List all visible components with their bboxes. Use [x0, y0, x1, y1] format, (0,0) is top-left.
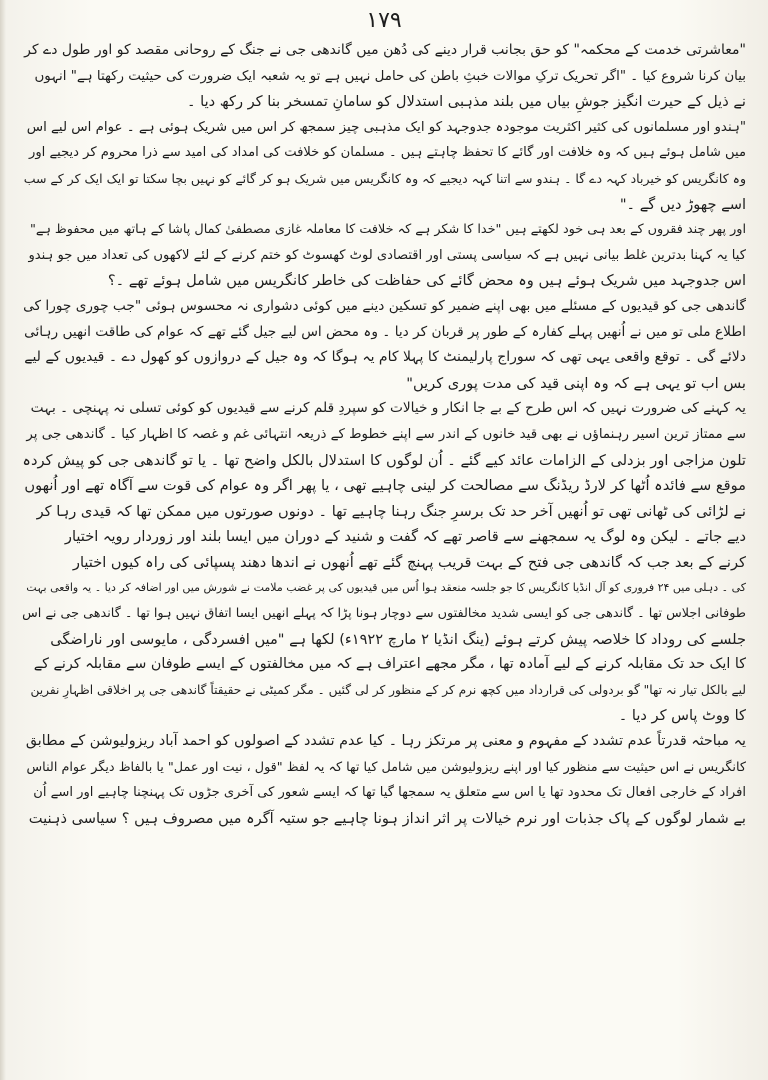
text-line: دیے جاتے ۔ لیکن وہ لوگ یہ سمجھنے سے قاصر تھے کہ گفت و شنید کے دوران میں ایسا بلند اور زوردار رویہ اختیار [64, 528, 746, 546]
text-line: بیان کرنا شروع کیا ۔ "اگر تحریک ترکِ موالات خبثِ باطن کی حامل نہیں ہے تو یہ شعبہ ایک ضرورت کی حیثیت رکھتا ہے" انہوں [34, 68, 746, 84]
paragraph [22, 217, 746, 294]
text-line: کا ووٹ پاس کر دیا ۔ [618, 707, 746, 725]
text-line: لیے بالکل تیار نہ تھا" گو بردولی کی قرارداد میں کچھ نرم کر کے منظور کر لی گئیں ۔ مگر کمیٹی نے حقیقتاً گاندھی جی پر اخلاقی اظہارِ نفرین [30, 682, 746, 697]
text-line: کرنے کے بعد جب کہ گاندھی جی فتح کے بہت قریب پہنچ گئے تھے اُنھوں نے اندھا دھند پسپائی کی راہ کیوں اختیار [72, 553, 746, 571]
text-line: "معاشرتی خدمت کے محکمہ" کو حق بجانب قرار دینے کی دُھن میں گاندھی جی نے جنگ کے روحانی مقصد کو اور طول دے کر [24, 42, 746, 58]
paragraph [22, 38, 746, 115]
text-line: نے لڑائی کی ٹھانی تھی تو اُنھیں آخر حد تک برسرِ جنگ رہنا چاہیے تھا ۔ دونوں صورتوں میں ممکن تھا کہ قیدی رہا کر [36, 502, 746, 520]
paragraph [22, 115, 746, 217]
text-line: نے ذیل کے حیرت انگیز جوشِ بیاں میں بلند مذہبی استدلال کو سامانِ تمسخر بنا کر رکھ دیا ۔ [186, 93, 746, 111]
text-line: اسے چھوڑ دیں گے ۔" [619, 195, 746, 213]
scan-shadow [0, 0, 6, 1080]
text-line: اور پھر چند فقروں کے بعد ہی خود لکھتے ہیں "خدا کا شکر ہے کہ خلافت کا معاملہ غازی مصطفیٰ کمال پاشا کے ہاتھ میں محفوظ ہے" [29, 222, 746, 238]
text-line: گاندھی جی کو قیدیوں کے مسئلے میں بھی اپنے ضمیر کو تسکین دینے میں کوئی دشواری نہ محسوس ہوئی "جب چوری چورا کی [23, 297, 746, 314]
text-line: "ہندو اور مسلمانوں کی کثیر اکثریت موجودہ جدوجہد کو ایک مذہبی چیز سمجھ کر اس میں شریک ہوئی ہے ۔ عوام اس لیے اس [26, 119, 746, 135]
text-line: اس جدوجہد میں شریک ہوئے ہیں وہ محض گائے کی حفاظت کی خاطر کانگریس میں شامل ہوئے تھے ۔؟ [107, 272, 746, 290]
text-line: کی ۔ دہلی میں ۲۴ فروری کو آل انڈیا کانگریس کا جو جلسہ منعقد ہوا اُس میں قیدیوں کی پر غضب ملامت نے شورش میں اور اضافہ کر دیا ۔ یہ واقعی بہت [26, 581, 746, 595]
text-line: بس اب تو یہی ہے کہ وہ اپنی قید کی مدت پوری کریں" [406, 374, 746, 392]
text-line: جلسے کی روداد کا خلاصہ پیش کرتے ہوئے (ینگ انڈیا ۲ مارچ ۱۹۲۲ء) لکھا ہے "میں افسردگی ، مایوسی اور ناراضگی [50, 630, 746, 648]
text-line: طوفانی اجلاس تھا ۔ گاندھی جی کو ایسی شدید مخالفتوں سے دوچار ہونا پڑا کہ پہلے انھیں ایسا اتفاق نہیں ہوا تھا ۔ گاندھی جی نے اس [22, 606, 746, 622]
text-line: کیا یہ کہنا بدترین غلط بیانی نہیں ہے کہ سیاسی پستی اور اقتصادی لوٹ کھسوٹ کو ختم کرنے کے لئے لاکھوں کی تعداد میں جو ہندو [28, 247, 746, 263]
paragraph [22, 396, 746, 729]
text-line: کانگریس نے اس حیثیت سے منظور کیا اور اپنے ریزولیوشن میں شامل کیا تھا کہ یہ لفظ "قول ، نیت اور عمل" یا بالفاظ دیگر عوام الناس [26, 759, 746, 775]
text-line: میں شامل ہوئے ہیں کہ وہ خلافت اور گائے کا تحفظ چاہتے ہیں ۔ مسلمان کو خلافت کی امداد کی امید سے ذرا محروم کر دیجیے اور [29, 145, 746, 161]
text-line: کا ایک حد تک مقابلہ کرنے کے لیے آمادہ تھا ، مگر مجھے اعتراف ہے کہ میں مخالفتوں کے ایسے طوفان سے مقابلہ کرنے کے [33, 656, 746, 673]
text-line: یہ مباحثہ قدرتاً عدم تشدد کے مفہوم و معنی پر مرتکز رہا ۔ کیا عدم تشدد کے اصولوں کو احمد آباد ریزولیوشن کے مطابق [25, 733, 746, 750]
text-line: سے ممتاز ترین اسیر رہنماؤں نے بھی قید خانوں کے اندر سے اپنے خطوط کے ذریعہ انتہائی غم و غصہ کا اظہار کیا ۔ گاندھی جی پر [26, 426, 746, 442]
text-line: یہ کہنے کی ضرورت نہیں کہ اس طرح کے بے جا انکار و خیالات کو سپردِ قلم کرنے سے قیدیوں کو کوئی تسلی نہ پہنچی ۔ بہت [30, 400, 746, 417]
text-line: دلائے گی ۔ توقع واقعی یہی تھی کہ سوراج پارلیمنٹ کا پہلا کام یہ ہوگا کہ وہ جیل کے دروازوں کو کھول دے ۔ قیدیوں کے لیے [24, 349, 746, 366]
page-number: ۱۷۹ [366, 8, 402, 33]
paragraph [22, 729, 746, 831]
text-line: افراد کے خارجی افعال تک محدود تھا یا اس سے متعلق یہ سمجھا گیا تھا کہ ایسے شعور کی آخری جڑوں تک پہنچنا چاہیے اور اسے اُن [33, 785, 746, 801]
text-line: موقع سے فائدہ اُٹھا کر لارڈ ریڈنگ سے مصالحت کر لینی چاہیے تھی ، یا پھر اگر وہ عوام کی قوت سے آگاہ تھے اور اُنھوں [24, 477, 746, 495]
text-line: اطلاع ملی تو میں نے اُنھیں پہلے کفارہ کے طور پر قربان کر دیا ۔ وہ محض اس لیے جیل گئے تھے کہ عوام کی طاقت انھیں رہائی [24, 323, 746, 340]
text-line: تلون مزاجی اور بزدلی کے الزامات عائد کیے گئے ۔ اُن لوگوں کا استدلال بالکل واضح تھا ۔ یا تو گاندھی جی کو پیش کردہ [22, 451, 746, 469]
paragraph [22, 294, 746, 396]
text-line: بے شمار لوگوں کے پاک جذبات اور نرم خیالات پر اثر انداز ہونا چاہیے جو ستیہ آگرہ میں مصروف ہیں ؟ سیاسی ذہنیت [28, 809, 746, 827]
text-line: وہ کانگریس کو خیرباد کہہ دے گا ۔ ہندو سے اتنا کہہ دیجیے کہ وہ کانگریس میں شریک ہو کر گائے کو نہیں بچا سکتا تو ایک ایک کر کے سب [23, 170, 746, 186]
urdu-body-text [22, 38, 746, 831]
